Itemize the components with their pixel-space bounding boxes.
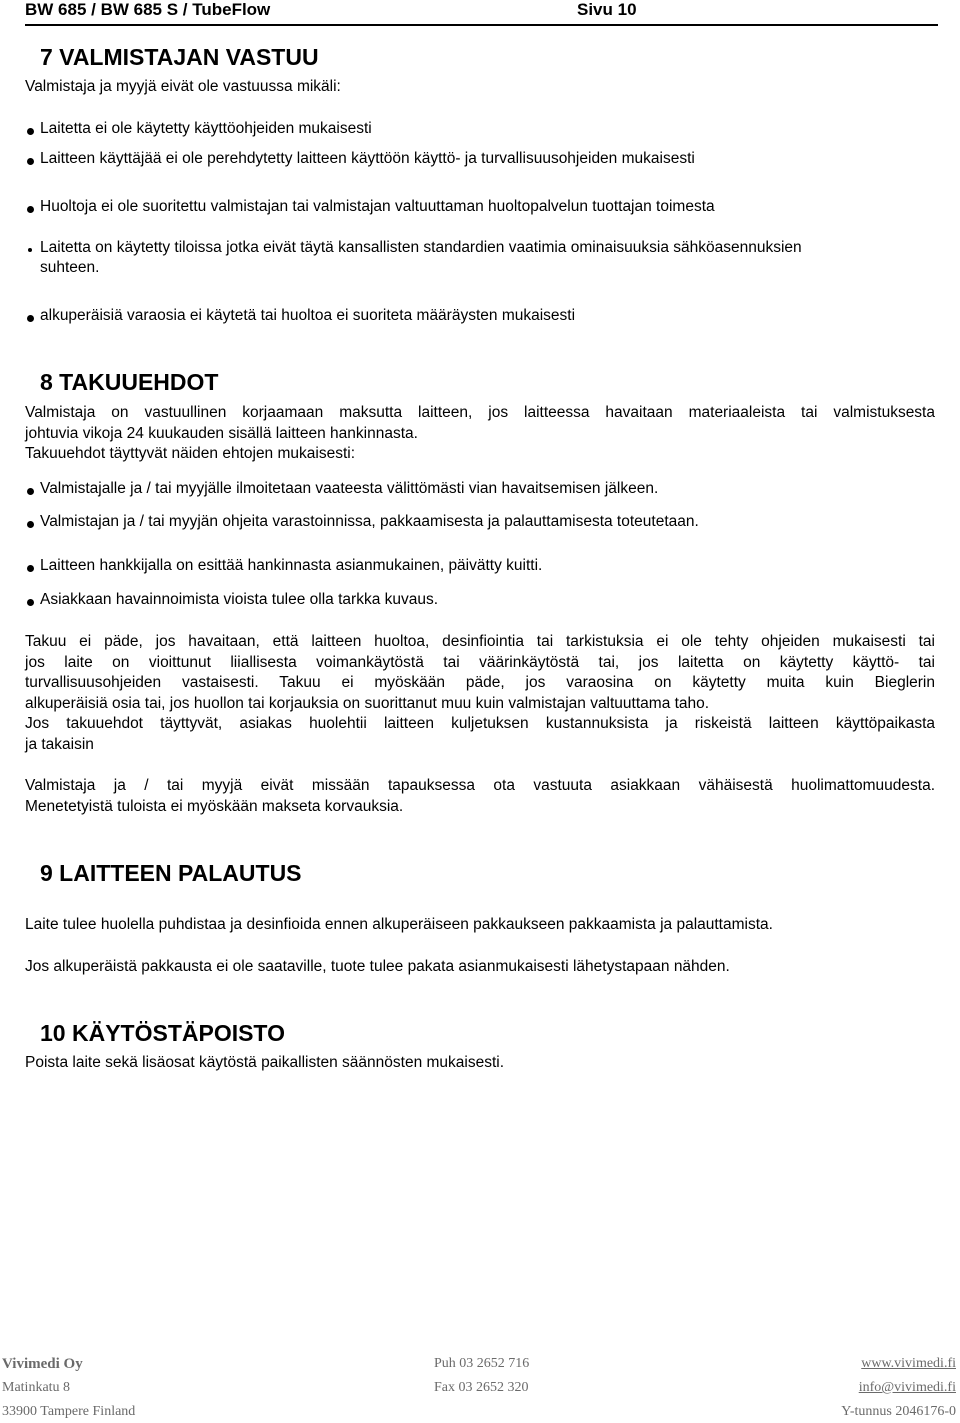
bullet-icon [27,565,34,572]
section-10-paragraph: Poista laite sekä lisäosat käytöstä paikallisten säännösten mukaisesti. [25,1054,505,1071]
footer-web-link[interactable]: www.vivimedi.fi [861,1356,956,1371]
footer-street: Matinkatu 8 [2,1380,71,1395]
section-9-paragraph-1: Laite tulee huolella puhdistaa ja desinfioida ennen alkuperäiseen pakkaukseen pakkaamista ja palauttamista. [25,916,773,933]
bullet-icon [27,315,34,322]
text-line: jos laite on vioittunut liiallisesta voimankäytöstä tai väärinkäytöstä tai, jos laitetta on käytetty käyttö- tai [25,653,935,671]
section-9-heading: 9 LAITTEEN PALAUTUS [40,860,302,886]
section-9-paragraph-2: Jos alkuperäistä pakkausta ei ole saataville, tuote tulee pakata asianmukaisesti lähetystapaan nähden. [25,958,730,975]
text-line: Valmistaja on vastuullinen korjaamaan maksutta laitteen, jos laitteessa havaitaan materiaaleista tai valmistuksesta [25,404,935,421]
bullet-icon [27,599,34,606]
section-8-heading: 8 TAKUUEHDOT [40,369,219,395]
list-item: Laitetta ei ole käytetty käyttöohjeiden mukaisesti [40,120,372,137]
list-item: Asiakkaan havainnoimista vioista tulee olla tarkka kuvaus. [40,591,439,608]
bullet-icon [27,206,34,213]
list-item: Valmistajalle ja / tai myyjälle ilmoitetaan vaateesta välittömästi vian havaitsemisen jälkeen. [40,480,659,497]
section-8-intro [25,403,935,465]
text-line: Jos takuuehdot täyttyvät, asiakas huolehtii laitteen kuljetuksen kustannuksista ja riskeistä laitteen käyttöpaikasta [25,715,935,732]
list-item: alkuperäisiä varaosia ei käytetä tai huoltoa ei suoriteta määräysten mukaisesti [40,307,576,324]
bullet-icon [27,128,34,135]
footer-city: 33900 Tampere Finland [2,1404,136,1419]
list-item: Huoltoja ei ole suoritettu valmistajan tai valmistajan valtuuttaman huoltopalvelun tuottajan toimesta [40,198,715,215]
text-line: Valmistaja ja / tai myyjä eivät missään tapauksessa ota vastuuta asiakkaan vähäisestä huolimattomuudesta. [25,777,935,794]
text-line: alkuperäisiä osia tai, jos huollon tai korjauksia on suorittanut muu kuin valmistajan valtuuttama taho. [25,694,710,712]
bullet-icon [27,158,34,165]
list-item: Laitetta on käytetty tiloissa jotka eivät täytä kansallisten standardien vaatimia ominaisuuksia sähköasennuksien [40,239,802,256]
page-number: Sivu 10 [577,0,637,19]
section-10-heading: 10 KÄYTÖSTÄPOISTO [40,1020,285,1046]
text-line: Menetetyistä tuloista ei myöskään makseta korvauksia. [25,797,404,815]
text-line: Takuu ei päde, jos havaitaan, että laitteen huoltoa, desinfiointia tai tarkistuksia ei ole tehty ohjeiden mukaisesti tai [25,633,935,650]
section-8-paragraph-2 [25,776,935,817]
section-8-paragraph-1 [25,632,935,755]
footer-business-id: Y-tunnus 2046176-0 [841,1404,956,1419]
text-line: turvallisuusohjeiden vastaisesti. Takuu ei myöskään päde, jos varaosina on käytetty muita kuin Bieglerin [25,674,935,691]
text-line: ja takaisin [25,735,94,753]
bullet-icon [27,488,34,495]
list-item: Laitteen käyttäjää ei ole perehdytetty laitteen käyttöön käyttö- ja turvallisuusohjeiden mukaisesti [40,150,695,167]
bullet-icon [28,248,32,252]
footer-company: Vivimedi Oy [2,1356,83,1372]
section-7-intro: Valmistaja ja myyjä eivät ole vastuussa mikäli: [25,78,341,95]
text-line: johtuvia vikoja 24 kuukauden sisällä laitteen hankinnasta. [25,424,418,442]
footer-phone: Puh 03 2652 716 [434,1356,530,1371]
section-7-heading: 7 VALMISTAJAN VASTUU [40,44,319,70]
header-divider [25,24,938,26]
header-title: BW 685 / BW 685 S / TubeFlow [25,0,271,19]
list-item-continuation: suhteen. [40,259,100,276]
footer-fax: Fax 03 2652 320 [434,1380,529,1395]
text-line: Takuuehdot täyttyvät näiden ehtojen mukaisesti: [25,445,356,462]
list-item: Laitteen hankkijalla on esittää hankinnasta asianmukainen, päivätty kuitti. [40,557,543,574]
list-item: Valmistajan ja / tai myyjän ohjeita varastoinnissa, pakkaamisesta ja palauttamisesta toteutetaan. [40,513,699,530]
bullet-icon [27,521,34,528]
footer-email-link[interactable]: info@vivimedi.fi [858,1380,956,1395]
